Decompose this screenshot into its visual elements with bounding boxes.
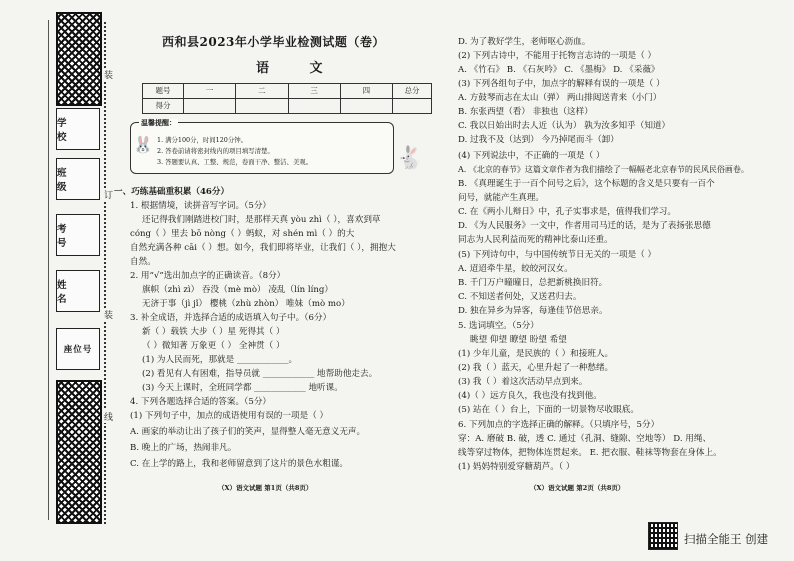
exam-title: 西和县2023年小学毕业检测试题（卷）: [162, 35, 385, 49]
binding-border-line: [48, 20, 49, 520]
page-footer: （X）语文试题 第2页（共8页）: [530, 484, 625, 492]
score-cell[interactable]: [393, 99, 432, 114]
score-table-row: 题号 一 二 三 四 总分: [143, 84, 432, 99]
seat-number-field[interactable]: 座位号: [56, 328, 100, 370]
scanned-exam-sheet: 学 校 班 级 考 号 姓 名 座位号 装 订 装 线 西和县2023年小学毕业检测试题（卷） 语 文 题号 一 二 三 四 总分 得分 温馨提醒： 🐰 1. 满分100分，时间120分钟。 2. 答卷前请将密封线内的项目填写清楚。 3. 答题要认真、工整、规范，卷面干净、整洁、美观。 🐇 一、巧练基础重积累（46分） 1. 根据情境，读拼音写字词。（5分） 还记得我们刚踏进校门时，是那样天真 yòu zhì（ ），喜欢到草 cóng（ ）里去 bō nòng（ ）蚂蚁，对 shén mì（ ）的大 自然充满各种 cāi（ ）想。如今，我们即将毕业，让我们（ ），拥抱大 自然。 2. 用“√”选出加点字的正确读音。（8分） 旗帜（zhì zì） 吞没（mè mò） 凌乱（lín líng） 无济于事（jì jǐ） 樱桃（zhù zhòn） 唯妹（mò mo） 3. 补全成语，并选择合适的成语填入句子中。（6分） 新（ ）载铁 大步（ ）星 死得其（ ） （ ）微知著 万象更（ ） 全神贯（ ） (1) 为人民而死，那就是 ____________。 (2) 看见有人有困难，指导员就 ____________ 地帮助他走去。 (3) 今天上课时，全班同学都 ____________ 地听课。 4. 下列各题选择合适的答案。（5分） (1) 下列句子中，加点的成语使用有误的一项是（ ） A. 画家的举动让出了孩子们的笑声，显得整人毫无意义无声。 B. 晚上的广场，热闹非凡。 C. 在上学的路上，我和老师留意到了这片的景色水粗谨。 （X）语文试题 第1页（共8页） D. 为了教好学生，老师呕心沥血。 (2) 下列古诗中，不能用于托物言志诗的一项是（ ） A. 《竹石》 B. 《石灰吟》 C. 《墨梅》 D. 《采薇》 (3) 下列各组句子中，加点字的解释有误的一项是（ ） A. 方鼓琴而志在太山（弹） 两山排闼送青来（小门） B. 东张西望（看） 非独也（这样） C. 我以日始出时去人近（认为） 孰为汝多知乎（知道） D. 过我不及（达到） 今乃掉尾而斗（卸） (4) 下列说法中，不正确的一项是（ ） A. 《北京的春节》这篇文章作者为我们描绘了一幅幅老北京春节的民风民俗画卷。 B. 《真理诞生于一百个问号之后》，这个标题的含义是只要有一百个 问号，就能产生真理。 C. 在《两小儿辩日》中，孔子实事求是，值得我们学习。 D. 《为人民服务》一文中，作者用司马迁的话，是为了表扬张思德 同志为人民利益而死的精神比泰山还重。 (5) 下列诗句中，与中国传统节日无关的一项是（ ） A. 迢迢牵牛星，皎皎河汉女。 B. 千门万户曈曈日，总把新桃换旧符。 C. 不知送者何处，又送君归去。 D. 独在异乡为异客，每逢佳节倍思亲。 5. 选词填空。（5分） 眺望 仰望 瞭望 盼望 希望 (1) 少年儿童，是民族的（ ）和接班人。 (2) 我（ ）蓝天，心里升起了一种愁绪。 (3) 我（ ）着这次活动早点到来。 (4)（ ）远方良久，我也没有找到他。 (5) 站在（ ）台上，下面的一切景物尽收眼底。 6. 下列加点的字选择正确的解释。（只填序号，5分） 穿：A. 磨破 B. 破，透 C. 通过（孔洞、缝隙、空地等） D. 用绳、 线等穿过物体，把物体连贯起来。 E. 把衣服、鞋袜等物套在身体上。 (1) 妈妈特别爱穿糖葫芦。（ ） （X）语文试题 第2页（共8页） 扫描全能王 创建: [0, 0, 794, 561]
binding-mark: 装: [103, 68, 114, 81]
binding-mark: 装: [103, 308, 114, 321]
exam-number-field[interactable]: 考 号: [56, 214, 100, 256]
bunny-icon: 🐰: [133, 135, 153, 154]
notice-box: 温馨提醒： 🐰 1. 满分100分，时间120分钟。 2. 答卷前请将密封线内的项目填写清楚。 3. 答题要认真、工整、规范，卷面干净、整洁、美观。: [130, 122, 394, 174]
security-pattern-top: [56, 12, 102, 106]
binding-mark: 线: [103, 410, 114, 423]
scanner-qr-logo-icon: [648, 522, 678, 550]
score-cell[interactable]: [184, 99, 236, 114]
score-table-row: 得分: [143, 99, 432, 114]
score-table: [142, 83, 432, 114]
rabbit-illustration-icon: 🐇: [396, 146, 424, 171]
class-field[interactable]: 班 级: [56, 158, 100, 200]
score-cell[interactable]: [288, 99, 340, 114]
word-choices: 眺望 仰望 瞭望 盼望 希望: [470, 335, 567, 345]
notice-title: 温馨提醒：: [141, 118, 176, 127]
security-pattern-bottom: [56, 380, 102, 524]
school-field[interactable]: 学 校: [56, 108, 100, 150]
page-footer: （X）语文试题 第1页（共8页）: [218, 484, 313, 492]
binding-strip: [12, 8, 113, 528]
subject-title: 语 文: [256, 61, 341, 76]
name-field[interactable]: 姓 名: [56, 270, 100, 312]
binding-mark: 订: [103, 188, 114, 201]
score-cell[interactable]: [236, 99, 288, 114]
score-cell[interactable]: [340, 99, 392, 114]
scanner-watermark: 扫描全能王 创建: [684, 532, 769, 546]
binding-dotted-line: [104, 22, 106, 524]
